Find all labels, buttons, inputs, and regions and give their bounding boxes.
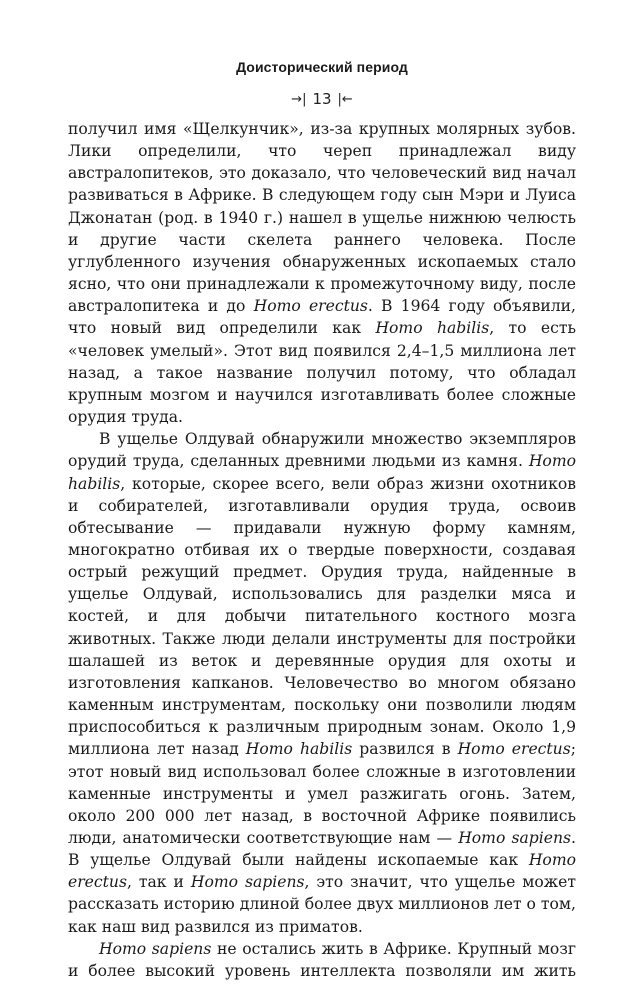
- paragraph-3: [68, 938, 576, 982]
- text-run: развился в: [352, 740, 458, 759]
- species-name: Homo sapiens: [190, 873, 305, 892]
- text-run: не остались жить в Африке. Крупный мозг и более высокий уровень интеллекта позволяли им жить: [68, 939, 576, 980]
- book-page: [68, 58, 576, 982]
- species-name: Homo sapiens: [99, 939, 212, 958]
- page-number: 13: [312, 90, 332, 108]
- text-run: , то есть «человек умелый». Этот вид появился 2,4–1,5 миллиона лет назад, а такое название получил потому, что обладал крупным мозгом и научился изготавливать более сложные орудия труда.: [68, 319, 577, 427]
- right-arrow-mark: |←: [337, 92, 353, 107]
- species-name: Homo erectus: [457, 740, 571, 759]
- text-run: , это значит, что ущелье может рассказать историю длиной более двух миллионов лет о том, как наш вид развился из приматов.: [68, 873, 576, 936]
- text-run: В ущелье Олдувай обнаружили множество экземпляров орудий труда, сделанных древними людьми из камня.: [68, 430, 576, 471]
- text-run: , которые, скорее всего, вели образ жизни охотников и собирателей, изготавливали орудия труда, освоив обтесывание — придавали нужную форму камням, многократно отбивая их о твердые поверхности, создавая острый режущий предмет. Орудия труда, найденные в ущелье Олдувай, использовались для разделки мяса и костей, и для добычи питательного костного мозга животных. Также люди делали инструменты для постройки шалашей из веток и деревянные орудия для охоты и изготовления капканов. Человечество во многом обязано каменным инструментам, поскольку они позволили людям приспособиться к различным природным зонам. Около 1,9 миллиона лет назад: [68, 474, 576, 759]
- text-run: . В ущелье Олдувай были найдены ископаемые как: [68, 829, 576, 870]
- species-name: Homo habilis: [375, 319, 490, 338]
- species-name: Homo habilis: [245, 740, 353, 759]
- paragraph-1: [68, 118, 576, 428]
- text-run: , так и: [126, 873, 191, 892]
- species-name: Homo sapiens: [458, 829, 572, 847]
- species-name: Homo erectus: [68, 851, 576, 892]
- left-arrow-mark: →|: [291, 92, 307, 107]
- species-name: Homo erectus: [253, 297, 368, 316]
- running-head: Доисторический период: [236, 59, 408, 75]
- text-run: получил имя «Щелкунчик», из-за крупных молярных зубов. Лики определили, что череп принадлежал виду австралопитеков, это доказало, что человеческий вид начал развиваться в Африке. В следующем году сын Мэри и Луиса Джонатан (род. в 1940 г.) нашел в ущелье нижнюю челюсть и другие части скелета раннего человека. После углубленного изучения обнаруженных ископаемых стало ясно, что они принадлежали к промежуточному виду, после австралопитека и до: [68, 120, 576, 316]
- body-text: [68, 118, 576, 982]
- species-name: Homo habilis: [68, 452, 576, 493]
- text-run: . В 1964 году объявили, что новый вид определили как: [68, 297, 576, 338]
- text-run: ; этот новый вид использовал более сложные в изготовлении каменные инструменты и умел разжигать огонь. Затем, около 200 000 лет назад, в восточной Африке появились люди, анатомически соответствующие нам —: [68, 740, 576, 847]
- paragraph-2: [68, 428, 576, 938]
- page-number-block: [68, 89, 576, 110]
